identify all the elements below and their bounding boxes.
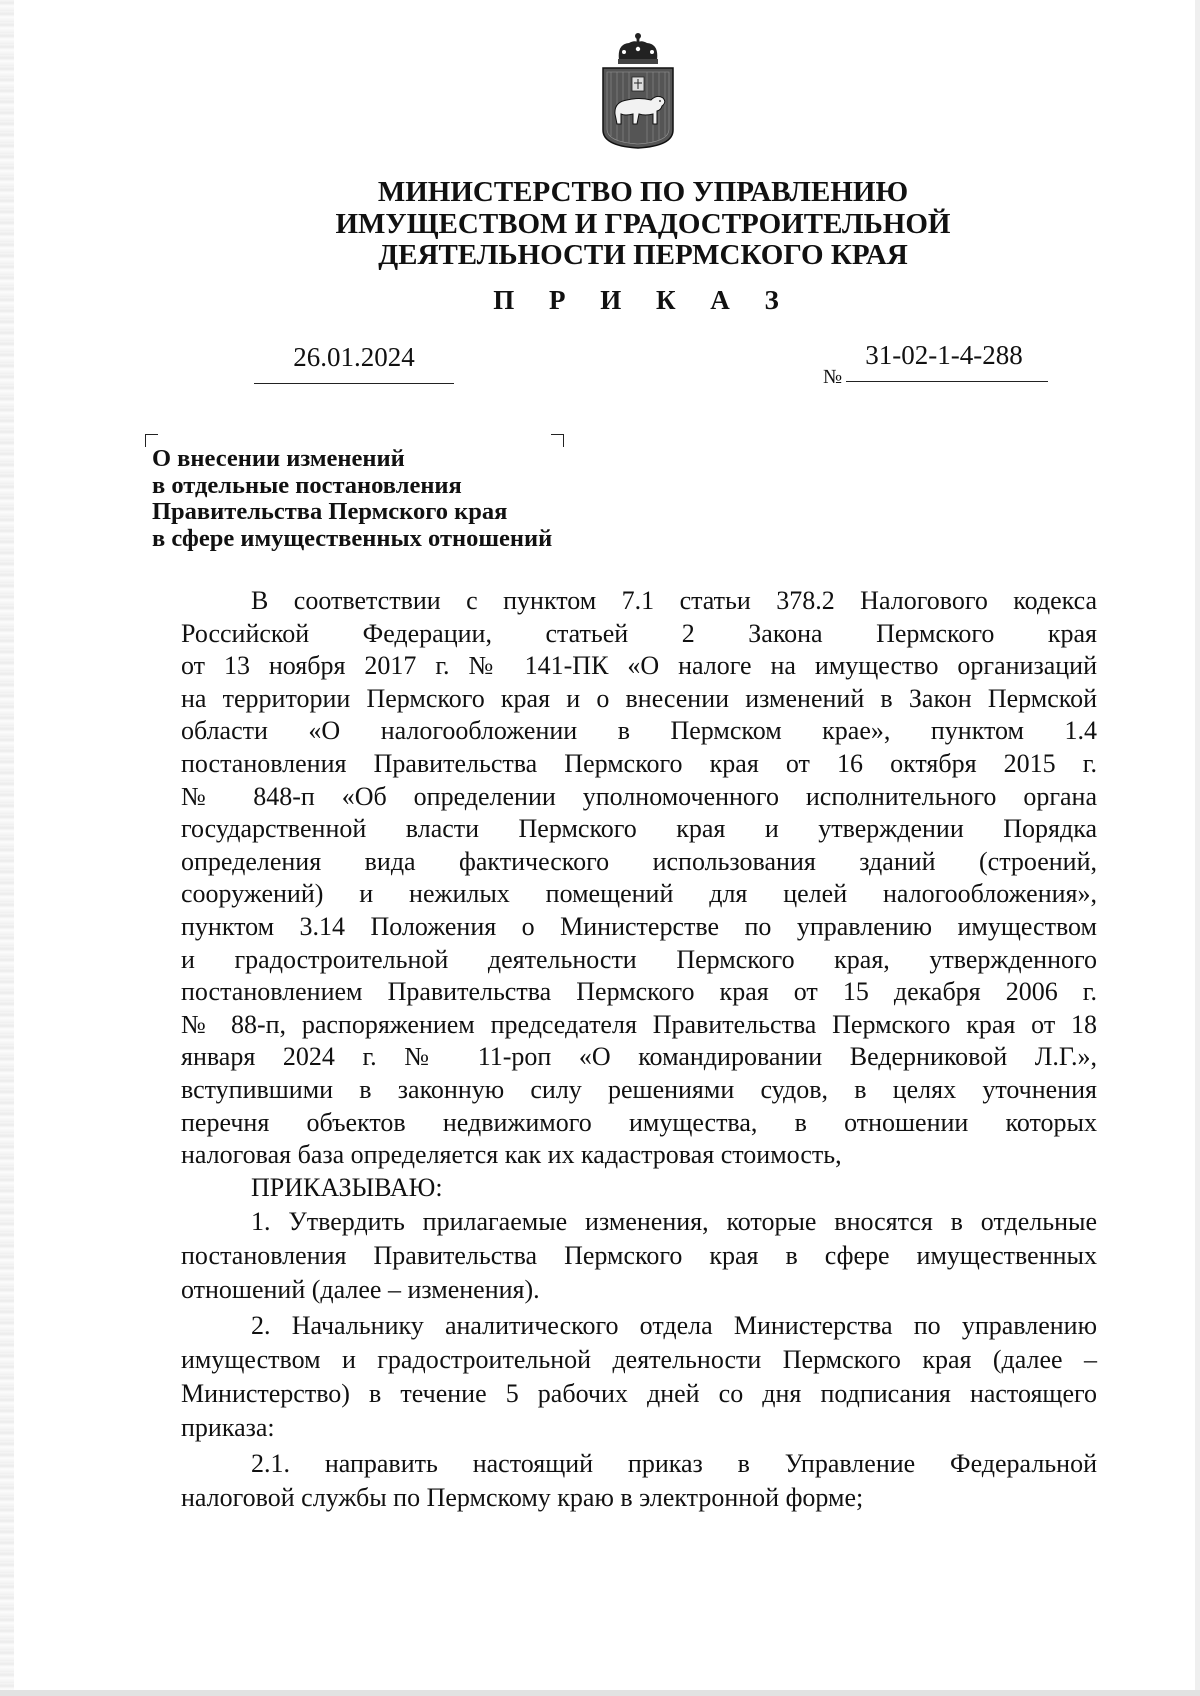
- scan-edge-bottom: [0, 1690, 1200, 1696]
- order-word: ПРИКАЗЫВАЮ:: [251, 1172, 443, 1202]
- body-line: пунктом 3.14 Положения о Министерстве по управлению имуществом: [181, 911, 1097, 941]
- item-1: [181, 1205, 1097, 1307]
- crown-icon: [618, 33, 658, 64]
- date-underline: [254, 383, 454, 384]
- body-line: от 13 ноября 2017 г. № 141-ПК «О налоге на имущество организаций: [181, 651, 1097, 681]
- subject-line: О внесении изменений: [152, 445, 405, 472]
- body-line: 1. Утвердить прилагаемые изменения, которые вносятся в отдельные: [251, 1207, 1097, 1236]
- body-line: приказа:: [181, 1413, 275, 1442]
- subject-line: в отдельные постановления: [152, 471, 462, 499]
- body-line: и градостроительной деятельности Пермского края, утвержденного: [181, 944, 1097, 974]
- body-line: перечня объектов недвижимого имущества, в отношении которых: [181, 1107, 1097, 1137]
- body-line: государственной власти Пермского края и утверждении Порядка: [181, 814, 1097, 844]
- body-line: налоговая база определяется как их кадастровая стоимость,: [181, 1140, 842, 1170]
- order-number: 31-02-1-4-288: [865, 340, 1023, 370]
- item-2-1: [181, 1447, 1097, 1515]
- preamble-paragraph: [181, 585, 1097, 1204]
- body-line: постановления Правительства Пермского края от 16 октября 2015 г.: [181, 748, 1097, 778]
- ministry-line: ДЕЯТЕЛЬНОСТИ ПЕРМСКОГО КРАЯ: [378, 239, 908, 271]
- subject-line: в сфере имущественных отношений: [152, 524, 553, 552]
- body-line: постановлением Правительства Пермского края от 15 декабря 2006 г.: [181, 977, 1097, 1007]
- ministry-line: ИМУЩЕСТВОМ И ГРАДОСТРОИТЕЛЬНОЙ: [335, 207, 951, 240]
- body-line: вступившими в законную силу решениями судов, в целях уточнения: [181, 1074, 1097, 1104]
- item-2: [181, 1309, 1097, 1445]
- number-sign: №: [823, 366, 843, 388]
- order-subject: [152, 446, 612, 552]
- body-line: на территории Пермского края и о внесении изменений в Закон Пермской: [181, 683, 1097, 713]
- subject-line: Правительства Пермского края: [152, 498, 508, 525]
- number-underline: [846, 381, 1048, 382]
- body-line: определения вида фактического использования зданий (строений,: [181, 846, 1097, 876]
- body-line: сооружений) и нежилых помещений для целей налогообложения»,: [181, 879, 1097, 909]
- body-line: постановления Правительства Пермского края в сфере имущественных: [181, 1241, 1097, 1270]
- body-line: Российской Федерации, статьей 2 Закона Пермского края: [181, 618, 1097, 648]
- body-line: № 848-п «Об определении уполномоченного исполнительного органа: [181, 781, 1097, 811]
- ministry-name: [200, 177, 1086, 272]
- order-items: [181, 1205, 1097, 1515]
- body-line: № 88-п, распоряжением председателя Правительства Пермского края от 18: [181, 1009, 1097, 1039]
- body-line: отношений (далее – изменения).: [181, 1275, 540, 1304]
- order-date: 26.01.2024: [293, 342, 415, 372]
- body-line: января 2024 г. № 11-роп «О командировании Ведерниковой Л.Г.»,: [181, 1042, 1097, 1072]
- body-line: имуществом и градостроительной деятельности Пермского края (далее –: [181, 1345, 1097, 1374]
- body-line: налоговой службы по Пермскому краю в электронной форме;: [181, 1483, 864, 1512]
- coat-of-arms-emblem: [599, 32, 677, 150]
- ministry-line: МИНИСТЕРСТВО ПО УПРАВЛЕНИЮ: [377, 176, 909, 208]
- scan-edge-right: [1195, 0, 1200, 1696]
- document-type-title: П Р И К А З: [493, 285, 793, 315]
- body-line: области «О налогообложении в Пермском крае», пунктом 1.4: [181, 716, 1097, 746]
- body-line: 2. Начальнику аналитического отдела Министерства по управлению: [251, 1311, 1097, 1340]
- body-line: Министерство) в течение 5 рабочих дней со дня подписания настоящего: [181, 1379, 1097, 1408]
- scan-edge-left: [0, 0, 14, 1696]
- body-line: 2.1. направить настоящий приказ в Управление Федеральной: [251, 1449, 1097, 1478]
- body-line: В соответствии с пунктом 7.1 статьи 378.2 Налогового кодекса: [251, 586, 1097, 615]
